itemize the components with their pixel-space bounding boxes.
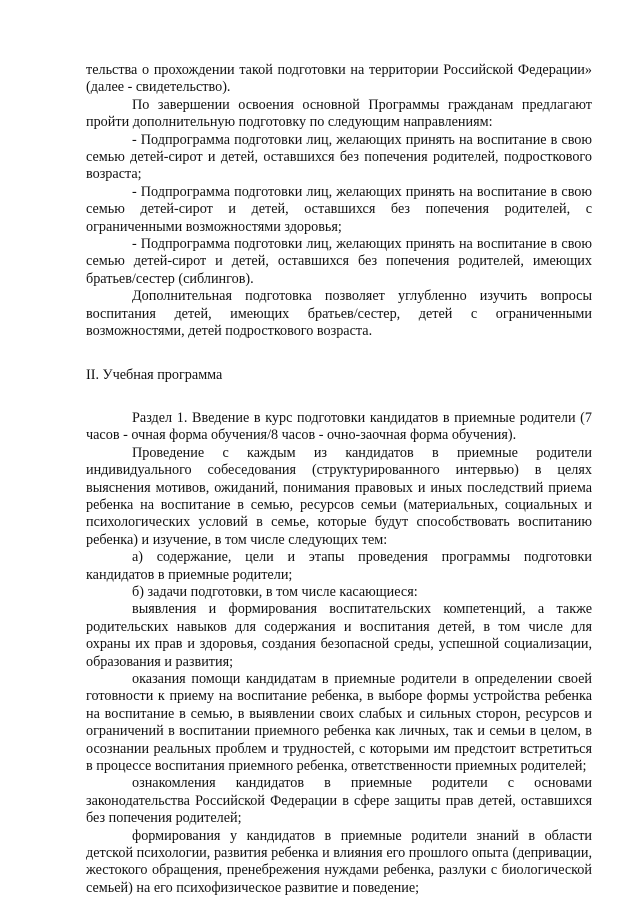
paragraph-psychology: формирования у кандидатов в приемные родители знаний в области детской психологии, развития ребенка и влияния его прошлого опыта (депривации, жестокого обращения, пренебрежения нуждами ребенка, разлуки с биологической семьей) на его психофизическое развитие и поведение; [86, 827, 592, 896]
paragraph-section-1: Раздел 1. Введение в курс подготовки кандидатов в приемные родители (7 часов - очная форма обучения/8 часов - очно-заочная форма обучения). [86, 409, 592, 444]
spacer [86, 384, 592, 410]
list-item-disability-subprogram: - Подпрограмма подготовки лиц, желающих принять на воспитание в свою семью детей-сирот и детей, оставшихся без попечения родителей, с ограниченными возможностями здоровья; [86, 183, 592, 235]
paragraph-legislation: ознакомления кандидатов в приемные родители с основами законодательства Российской Федерации в сфере защиты прав детей, оставшихся без попечения родителей; [86, 775, 592, 827]
paragraph-additional-benefit: Дополнительная подготовка позволяет углубленно изучить вопросы воспитания детей, имеющих братьев/сестер, детей с ограниченными возможностями, детей подросткового возраста. [86, 288, 592, 340]
paragraph-assistance: оказания помощи кандидатам в приемные родители в определении своей готовности к приему на воспитание ребенка, в выборе формы устройства ребенка на воспитание в семью, в выявлении своих слабых и сильных сторон, ресурсов и ограничений в воспитании приемного ребенка как личных, так и семьи в целом, в осознании реальных проблем и трудностей, с которыми им предстоит встретиться в процессе воспитания приемного ребенка, ответственности приемных родителей; [86, 671, 592, 775]
list-item-a: а) содержание, цели и этапы проведения программы подготовки кандидатов в приемные родители; [86, 549, 592, 583]
list-item-teen-subprogram: - Подпрограмма подготовки лиц, желающих принять на воспитание в свою семью детей-сирот и детей, оставшихся без попечения родителей, подросткового возраста; [86, 131, 592, 183]
paragraph-interview: Проведение с каждым из кандидатов в приемные родители индивидуального собеседования (структурированного интервью) в целях выяснения мотивов, ожиданий, понимания правовых и иных последствий приема ребенка на воспитание в семью, ресурсов семьи (материальных, социальных и психологических условий в семье, которые будут способствовать воспитанию ребенка) и изучение, в том числе следующих тем: [86, 444, 592, 548]
paragraph-competencies: выявления и формирования воспитательских компетенций, а также родительских навыков для содержания и воспитания детей, в том числе для охраны их прав и здоровья, создания безопасной среды, успешной социализации, образования и развития; [86, 601, 592, 670]
paragraph-continuation: тельства о прохождении такой подготовки на территории Российской Федерации» (далее - свидетельство). [86, 62, 592, 96]
paragraph-additional-training: По завершении освоения основной Программы гражданам предлагают пройти дополнительную подготовку по следующим направлениям: [86, 96, 592, 131]
list-item-siblings-subprogram: - Подпрограмма подготовки лиц, желающих принять на воспитание в свою семью детей-сирот и детей, оставшихся без попечения родителей, имеющих братьев/сестер (сиблингов). [86, 236, 592, 287]
section-heading: II. Учебная программа [86, 366, 223, 383]
spacer [86, 341, 592, 367]
list-item-b: б) задачи подготовки, в том числе касающиеся: [132, 583, 418, 600]
